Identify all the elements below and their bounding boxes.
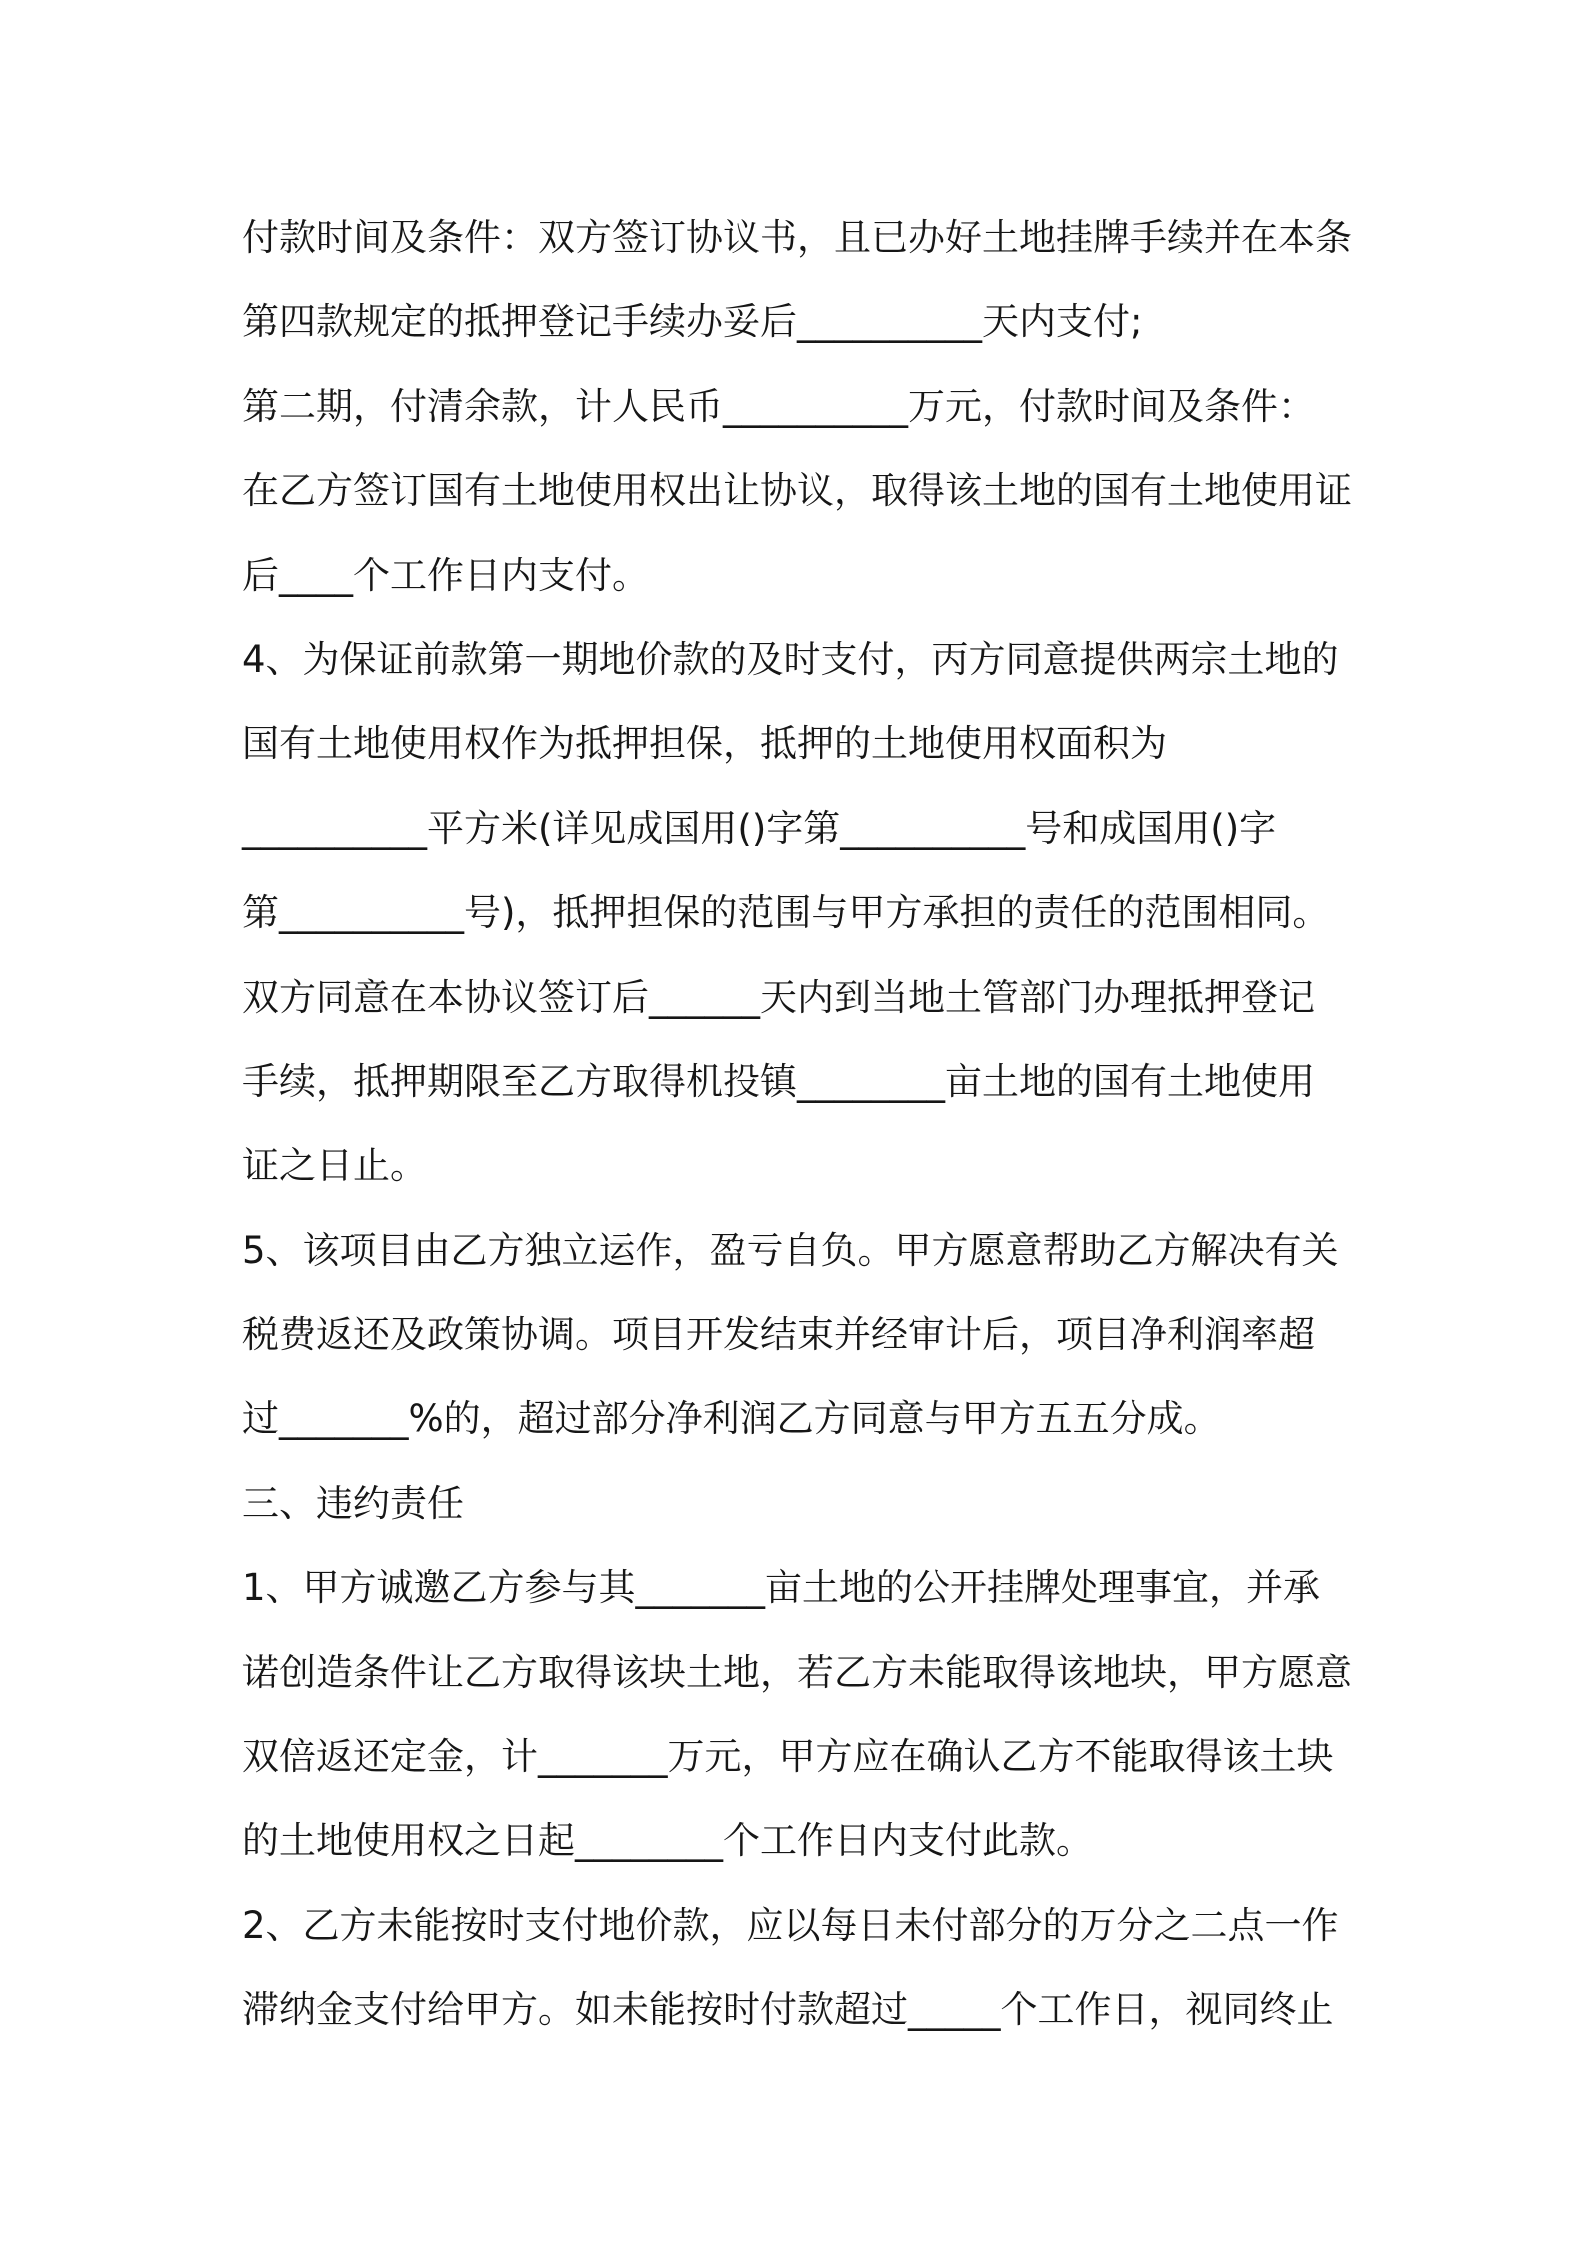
- text-line: 手续，抵押期限至乙方取得机投镇________亩土地的国有土地使用: [242, 1059, 1315, 1103]
- text-line: 第__________号)，抵押担保的范围与甲方承担的责任的范围相同。: [242, 891, 1330, 935]
- text-line: 4、为保证前款第一期地价款的及时支付，丙方同意提供两宗土地的: [242, 637, 1339, 681]
- text-line: 过_______%的，超过部分净利润乙方同意与甲方五五分成。: [242, 1397, 1221, 1441]
- text-line: 的土地使用权之日起________个工作日内支付此款。: [242, 1819, 1093, 1863]
- text-line: 第四款规定的抵押登记手续办妥后__________天内支付;: [242, 300, 1143, 344]
- text-line: 证之日止。: [242, 1144, 427, 1188]
- text-line: 第二期，付清余款，计人民币__________万元，付款时间及条件：: [242, 384, 1315, 428]
- text-line: 滞纳金支付给甲方。如未能按时付款超过_____个工作日，视同终止: [242, 1988, 1334, 2032]
- text-line: 在乙方签订国有土地使用权出让协议，取得该土地的国有土地使用证: [242, 469, 1352, 513]
- text-line: 2、乙方未能按时支付地价款，应以每日未付部分的万分之二点一作: [242, 1903, 1339, 1947]
- text-line: 国有土地使用权作为抵押担保，抵押的土地使用权面积为: [242, 722, 1167, 766]
- text-line: __________平方米(详见成国用()字第__________号和成国用()字: [242, 806, 1277, 850]
- text-line: 后____个工作日内支付。: [242, 553, 649, 597]
- text-line: 付款时间及条件：双方签订协议书，且已办好土地挂牌手续并在本条: [242, 216, 1352, 259]
- text-line: 诺创造条件让乙方取得该块土地，若乙方未能取得该地块，甲方愿意: [242, 1650, 1352, 1694]
- text-line: 税费返还及政策协调。项目开发结束并经审计后，项目净利润率超: [242, 1313, 1315, 1357]
- text-line: 双倍返还定金，计_______万元，甲方应在确认乙方不能取得该土块: [242, 1735, 1334, 1779]
- text-line: 1、甲方诚邀乙方参与其_______亩土地的公开挂牌处理事宜，并承: [242, 1566, 1321, 1610]
- text-line: 双方同意在本协议签订后______天内到当地土管部门办理抵押登记: [242, 975, 1315, 1019]
- section-heading: 三、违约责任: [242, 1481, 464, 1525]
- document-body: [242, 196, 1362, 2053]
- text-line: 5、该项目由乙方独立运作，盈亏自负。甲方愿意帮助乙方解决有关: [242, 1228, 1339, 1272]
